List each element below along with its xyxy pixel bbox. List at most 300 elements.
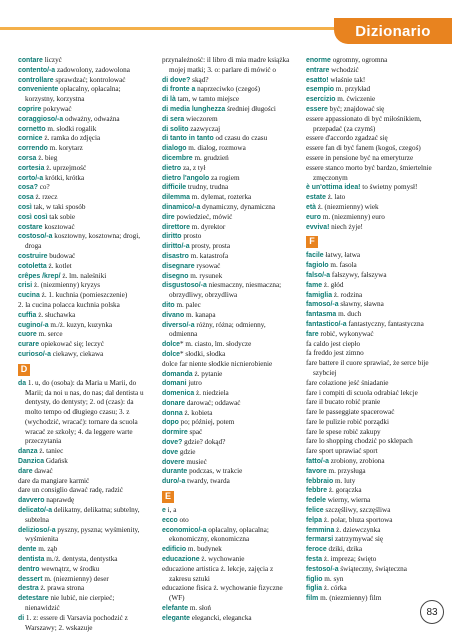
dictionary-entry [18,555,150,565]
dictionary-entry [162,477,294,487]
translation: ż. wychowanie [199,555,245,564]
translation: fa freddo jest zimno [306,349,364,358]
headword: esercizio [306,96,336,104]
translation: tam, w tamto miejsce [175,95,240,104]
translation: dziki, dzika [326,545,363,554]
dictionary-entry [162,614,294,624]
headword: di solito [162,125,189,133]
headword: domani [162,380,187,388]
dictionary-entry [306,291,438,301]
dictionary-entry [306,251,438,261]
headword: così [18,203,32,211]
translation: m. (niezmienny) deser [42,574,109,583]
dictionary-entry [306,340,438,350]
dictionary-entry [18,584,150,594]
dictionary-entry [18,272,150,282]
translation: fare battere il cuore sprawiać, że serce bije szybciej [306,359,429,377]
letter-badge: D [18,364,30,376]
headword: dentista [18,556,45,564]
translation: naprawdę [44,496,75,505]
dictionary-entry [162,144,294,154]
headword: dicembre [162,154,193,162]
dictionary-entry [18,281,150,291]
dictionary-entry [18,56,150,66]
dictionary-entry [306,320,438,330]
dictionary-entry [18,154,150,164]
dictionary-entry [18,457,150,467]
dictionary-entry [306,584,438,594]
translation: tak sobie [47,212,76,221]
headword: dormire [162,429,188,437]
dictionary-entry [306,271,438,281]
headword: da [18,379,27,387]
dictionary-entry [18,301,150,311]
dictionary-entry [162,311,294,321]
translation: ż. córka [322,584,347,593]
headword: delizioso/-a [18,526,56,534]
dictionary-entry [306,437,438,447]
translation: gdzie [178,447,196,456]
translation: 2. la cucina polacca kuchnia polska [18,300,120,309]
headword: diritto/-a [162,243,190,251]
headword: enorme [306,57,331,64]
dictionary-entry [162,223,294,233]
dictionary-entry [306,398,438,408]
dictionary-entry [162,448,294,458]
headword: favore [306,467,327,475]
translation: po; później, potem [178,418,235,427]
dictionary-entry [306,477,438,487]
dictionary-entry [18,350,150,360]
dictionary-entry [162,183,294,193]
translation: pyszny, pyszna; wyśmienity, wyśmienita [25,525,140,544]
dictionary-entry [18,115,150,125]
translation: świąteczny, świąteczna [338,564,407,573]
headword: così così [18,213,48,221]
headword: controllare [18,76,54,84]
headword: dentro [18,565,40,573]
headword: dire [162,213,175,221]
headword: economico/-a [162,526,207,534]
dictionary-entry [162,418,294,428]
translation: wewnątrz, w środku [39,564,100,573]
dictionary-entry [306,310,438,320]
translation: fare le passeggiate spacerować [306,408,395,417]
translation: Gdańsk [44,457,68,466]
translation: m. palec [174,300,201,309]
headword: fermarsi [306,536,334,544]
dictionary-entry [18,164,150,174]
translation: ż. impreza; święto [322,555,377,564]
translation: m. słoń [188,604,212,613]
dictionary-entry [162,555,294,565]
headword: cornice [18,135,43,143]
dictionary-entry [162,604,294,614]
headword: figlia [306,585,323,593]
dictionary-entry [306,56,438,66]
translation: wchodzić [329,65,359,74]
translation: twardy, twarda [185,477,230,486]
translation: * słodki, słodka [180,349,226,358]
dictionary-entry [162,565,294,585]
dictionary-entry [18,594,150,614]
dictionary-entry [162,262,294,272]
headword: contento/-a [18,66,56,74]
translation: m./ż. kuzyn, kuzynka [48,320,113,329]
translation: dare da mangiare karmić [18,476,90,485]
translation: fare le spese robić zakupy [306,427,381,436]
dictionary-entry [162,516,294,526]
headword: dito [162,301,175,309]
headword: delicato/-a [18,507,53,515]
dictionary-entry [162,193,294,203]
translation: ż. kobieta [182,408,213,417]
dictionary-entry [306,115,438,135]
dictionary-entry [162,389,294,399]
dictionary-entry [18,85,150,105]
header-bar [0,18,452,38]
translation: rysować [194,261,221,270]
headword: detestare [18,595,49,603]
headword: Danzica [18,458,45,466]
headword: disegnare [162,262,195,270]
headword: corto/-a [18,174,44,182]
dictionary-entry [18,213,150,223]
headword: di media lunghezza [162,105,226,113]
translation: m. duch [336,310,362,319]
headword: cucina [18,292,40,300]
translation: fare i compiti di scuola odrabiać lekcje [306,388,418,397]
headword: entrare [306,66,330,74]
translation: opłacalny, opłacalna; korzystny, korzystna [25,85,121,104]
page-title: Dizionario [355,22,431,40]
headword: fame [306,281,323,289]
translation: m. słodki rogalik [45,124,97,133]
headword: corsa [18,154,37,162]
translation: ż. bieg [36,153,58,162]
headword: curare [18,341,40,349]
headword: diverso/-a [162,321,195,329]
dictionary-entry [162,213,294,223]
dictionary-entry [306,418,438,428]
headword: euro [306,213,321,221]
dictionary-entry [162,379,294,389]
translation: sławny, sławna [338,300,384,309]
headword: famoso/-a [306,301,339,309]
dictionary-entry [306,203,438,213]
headword: donare [162,399,185,407]
translation: m. rysunek [188,271,223,280]
dictionary-entry [306,379,438,389]
dictionary-column-3 [306,56,438,633]
headword: duro/-a [162,478,186,486]
dictionary-entry [18,330,150,340]
dictionary-entry [306,213,438,223]
translation: opiekować się; leczyć [39,340,104,349]
translation: niesmaczny, niesmaczna; obrzydliwy, obrzydliwa [169,281,282,300]
dictionary-entry [306,389,438,399]
headword: costare [18,223,43,231]
headword: dietro [162,164,182,172]
dictionary-entry [18,193,150,203]
dictionary-entry [306,144,438,154]
translation: ż. (niezmienny) kryzys [32,281,101,290]
translation: m. przykład [333,85,371,94]
headword: fantasma [306,311,337,319]
dictionary-entry [162,438,294,448]
headword: festoso/-a [306,565,339,573]
dictionary-entry [306,281,438,291]
translation: essere d'accordo zgadzać się [306,134,388,143]
dictionary-entry [18,134,150,144]
headword: conveniente [18,86,59,94]
dictionary-columns [18,56,438,633]
dictionary-entry [306,447,438,457]
dictionary-entry [18,614,150,634]
dictionary-entry [18,125,150,135]
dictionary-entry [18,340,150,350]
translation: m. dialog, rozmowa [186,144,246,153]
dictionary-entry [306,349,438,359]
dictionary-entry [306,565,438,575]
translation: m. katastrofa [188,251,229,260]
headword: feroce [306,546,327,554]
headword: disegno [162,272,189,280]
headword: di sera [162,115,185,123]
letter-badge: E [162,491,174,503]
dictionary-entry [306,134,438,144]
dictionary-entry [18,447,150,457]
dictionary-entry [306,330,438,340]
dictionary-entry [306,300,438,310]
translation: m. przysługa [326,466,366,475]
dictionary-entry [18,183,150,193]
headword: divano [162,311,185,319]
dictionary-entry [18,223,150,233]
headword: di tanto in tanto [162,135,214,143]
dictionary-entry [162,584,294,604]
headword: cuore [18,331,37,339]
dictionary-entry [306,183,438,193]
dictionary-entry [162,360,294,370]
dictionary-entry [306,261,438,271]
headword: femmina [306,526,335,534]
translation: liczyć [42,56,62,64]
headword: cosa? [18,184,38,192]
dictionary-entry [162,85,294,95]
dictionary-entry [306,467,438,477]
dictionary-entry [306,359,438,379]
translation: dare un consiglio dawać radę, radzić [18,486,123,495]
translation: m. serce [36,330,63,339]
translation: ż. dziewczynka [334,525,381,534]
translation: ż. ramka do zdjęcia [42,134,101,143]
headword: elegante [162,614,190,622]
translation: darować; oddawać [184,398,241,407]
dictionary-entry [306,193,438,203]
translation: robić, wykonywać [318,329,374,338]
dictionary-entry [162,340,294,350]
translation: zrobiony, zrobiona [328,457,385,466]
dictionary-entry [162,301,294,311]
dictionary-entry [306,545,438,555]
dictionary-entry [18,526,150,546]
translation: szczęśliwy, szczęśliwa [323,506,391,515]
headword: coraggioso/-a [18,115,64,123]
translation: od czasu do czasu [213,134,268,143]
headword: davvero [18,497,45,505]
dictionary-entry [162,56,294,76]
translation: m. luty [333,476,356,485]
header-tab [334,18,452,44]
headword: dessert [18,575,43,583]
translation: m. ćwiczenie [335,95,376,104]
translation: educazione fisica ż. wychowanie fizyczne (WF) [162,584,283,603]
translation: fałszywy, fałszywa [330,270,387,279]
translation: ż. rodzina [332,290,363,299]
translation: opłacalny, opłacalna; ekonomiczny, ekonomiczna [169,525,269,544]
headword: felice [306,507,324,515]
headword: dove? [162,439,183,447]
translation: fare il bucato robić pranie [306,398,381,407]
translation: i, a [165,506,177,515]
dictionary-entry [306,526,438,536]
translation: trudny, trudna [186,183,229,192]
headword: e [162,507,166,515]
dictionary-entry [18,321,150,331]
dictionary-column-1 [18,56,150,633]
headword: estate [306,194,326,202]
headword: dialogo [162,145,187,153]
translation: ż. taniec [37,447,64,456]
dictionary-entry [18,496,150,506]
translation: essere in pensione być na emeryturze [306,153,414,162]
translation: skąd? [190,75,209,84]
translation: m. kanapa [184,310,216,319]
dictionary-entry [306,66,438,76]
dictionary-entry [162,125,294,135]
translation: średniej długości [225,104,276,113]
translation: oto [177,515,189,524]
dictionary-entry [306,105,438,115]
translation: ż. pytanie [192,369,223,378]
headword: disastro [162,252,189,260]
headword: esempio [306,86,334,94]
headword: febbraio [306,477,334,485]
dictionary-entry [162,399,294,409]
dictionary-entry [162,467,294,477]
headword: dilemma [162,194,190,202]
dictionary-entry [18,232,150,252]
translation: kosztować [42,222,75,231]
translation: * m. ciasto, lm. słodycze [180,340,252,349]
page-number: 83 [420,600,444,624]
translation: fa caldo jest ciepło [306,339,361,348]
headword: essere [306,105,328,113]
headword: donna [162,409,183,417]
dictionary-entry [18,66,150,76]
dictionary-entry [306,486,438,496]
translation: przynależność: il libro di mia madre książka mojej matki; 3. o: parlare di mówić o [162,56,290,74]
headword: difficile [162,184,187,192]
headword: destra [18,585,39,593]
headword: di là [162,96,176,104]
dictionary-entry [306,594,438,604]
dictionary-entry [18,545,150,555]
headword: falso/-a [306,271,331,279]
translation: elegancki, elegancka [189,613,252,622]
translation: 1. u, do (osoba): da Maria u Marii, do Marii; da noi u nas, do nas; dal dentista u dentysty, do dentysty; 2. od (czas): da molto tempo od długiego czasu; 3. z (wychodzić, wracać): tornare da scuola wracać ze szkoły; 4. da leggere warte przeczytania [25,378,144,446]
headword: di [18,614,25,622]
translation: m. dyrektor [189,222,226,231]
translation: krótki, krótka [43,173,85,182]
dictionary-entry [162,242,294,252]
dictionary-entry [306,408,438,418]
dictionary-entry [18,565,150,575]
headword: coprire [18,105,42,113]
translation: być; znajdować się [327,104,385,113]
headword: educazione [162,556,200,564]
translation: ż. głód [322,280,344,289]
headword: disgustoso/-a [162,282,207,290]
translation: tak, w taki sposób [31,202,86,211]
translation: ż. polar, bluza sportowa [322,515,393,524]
headword: felpa [306,516,323,524]
dictionary-entry [162,409,294,419]
dictionary-entry [18,76,150,86]
translation: powiedzieć, mówić [174,212,233,221]
headword: dare [18,467,33,475]
dictionary-entry [306,164,438,184]
headword: fantastico/-a [306,320,347,328]
translation: m. (niezmienny) film [318,594,382,603]
headword: curioso/-a [18,350,51,358]
translation: m. ząb [36,545,58,554]
dictionary-column-2 [162,56,294,633]
translation: za, z tył [181,163,206,172]
translation: fare le pulizie robić porządki [306,417,390,426]
dictionary-entry [162,506,294,516]
dictionary-entry [162,154,294,164]
dictionary-entry [18,477,150,487]
headword: festa [306,556,323,564]
dictionary-entry [306,506,438,516]
translation: essere appassionato di być miłośnikiem, przepadać (za czymś) [306,114,422,133]
translation: pokrywać [41,104,72,113]
dictionary-entry [162,95,294,105]
translation: ż. lm. naleśniki [60,271,107,280]
translation: zazwyczaj [188,124,221,133]
headword: facile [306,252,324,260]
headword: evviva! [306,223,330,231]
translation: m./ż. dentysta, dentystka [44,555,118,564]
translation: różny, różna; odmienny, odmienna [169,320,266,339]
translation: delikatny, delikatna; subtelny, subtelna [25,506,140,524]
headword: dente [18,546,37,554]
dictionary-entry [18,262,150,272]
dictionary-entry [306,535,438,545]
dictionary-entry [162,76,294,86]
translation: fare lo shopping chodzić po sklepach [306,437,413,446]
headword: cortesia [18,164,45,172]
headword: domanda [162,370,193,378]
headword: crisi [18,282,33,290]
dictionary-entry [306,76,438,86]
dictionary-entry [306,457,438,467]
translation: musieć [184,457,207,466]
dictionary-entry [18,203,150,213]
headword: famiglia [306,291,333,299]
